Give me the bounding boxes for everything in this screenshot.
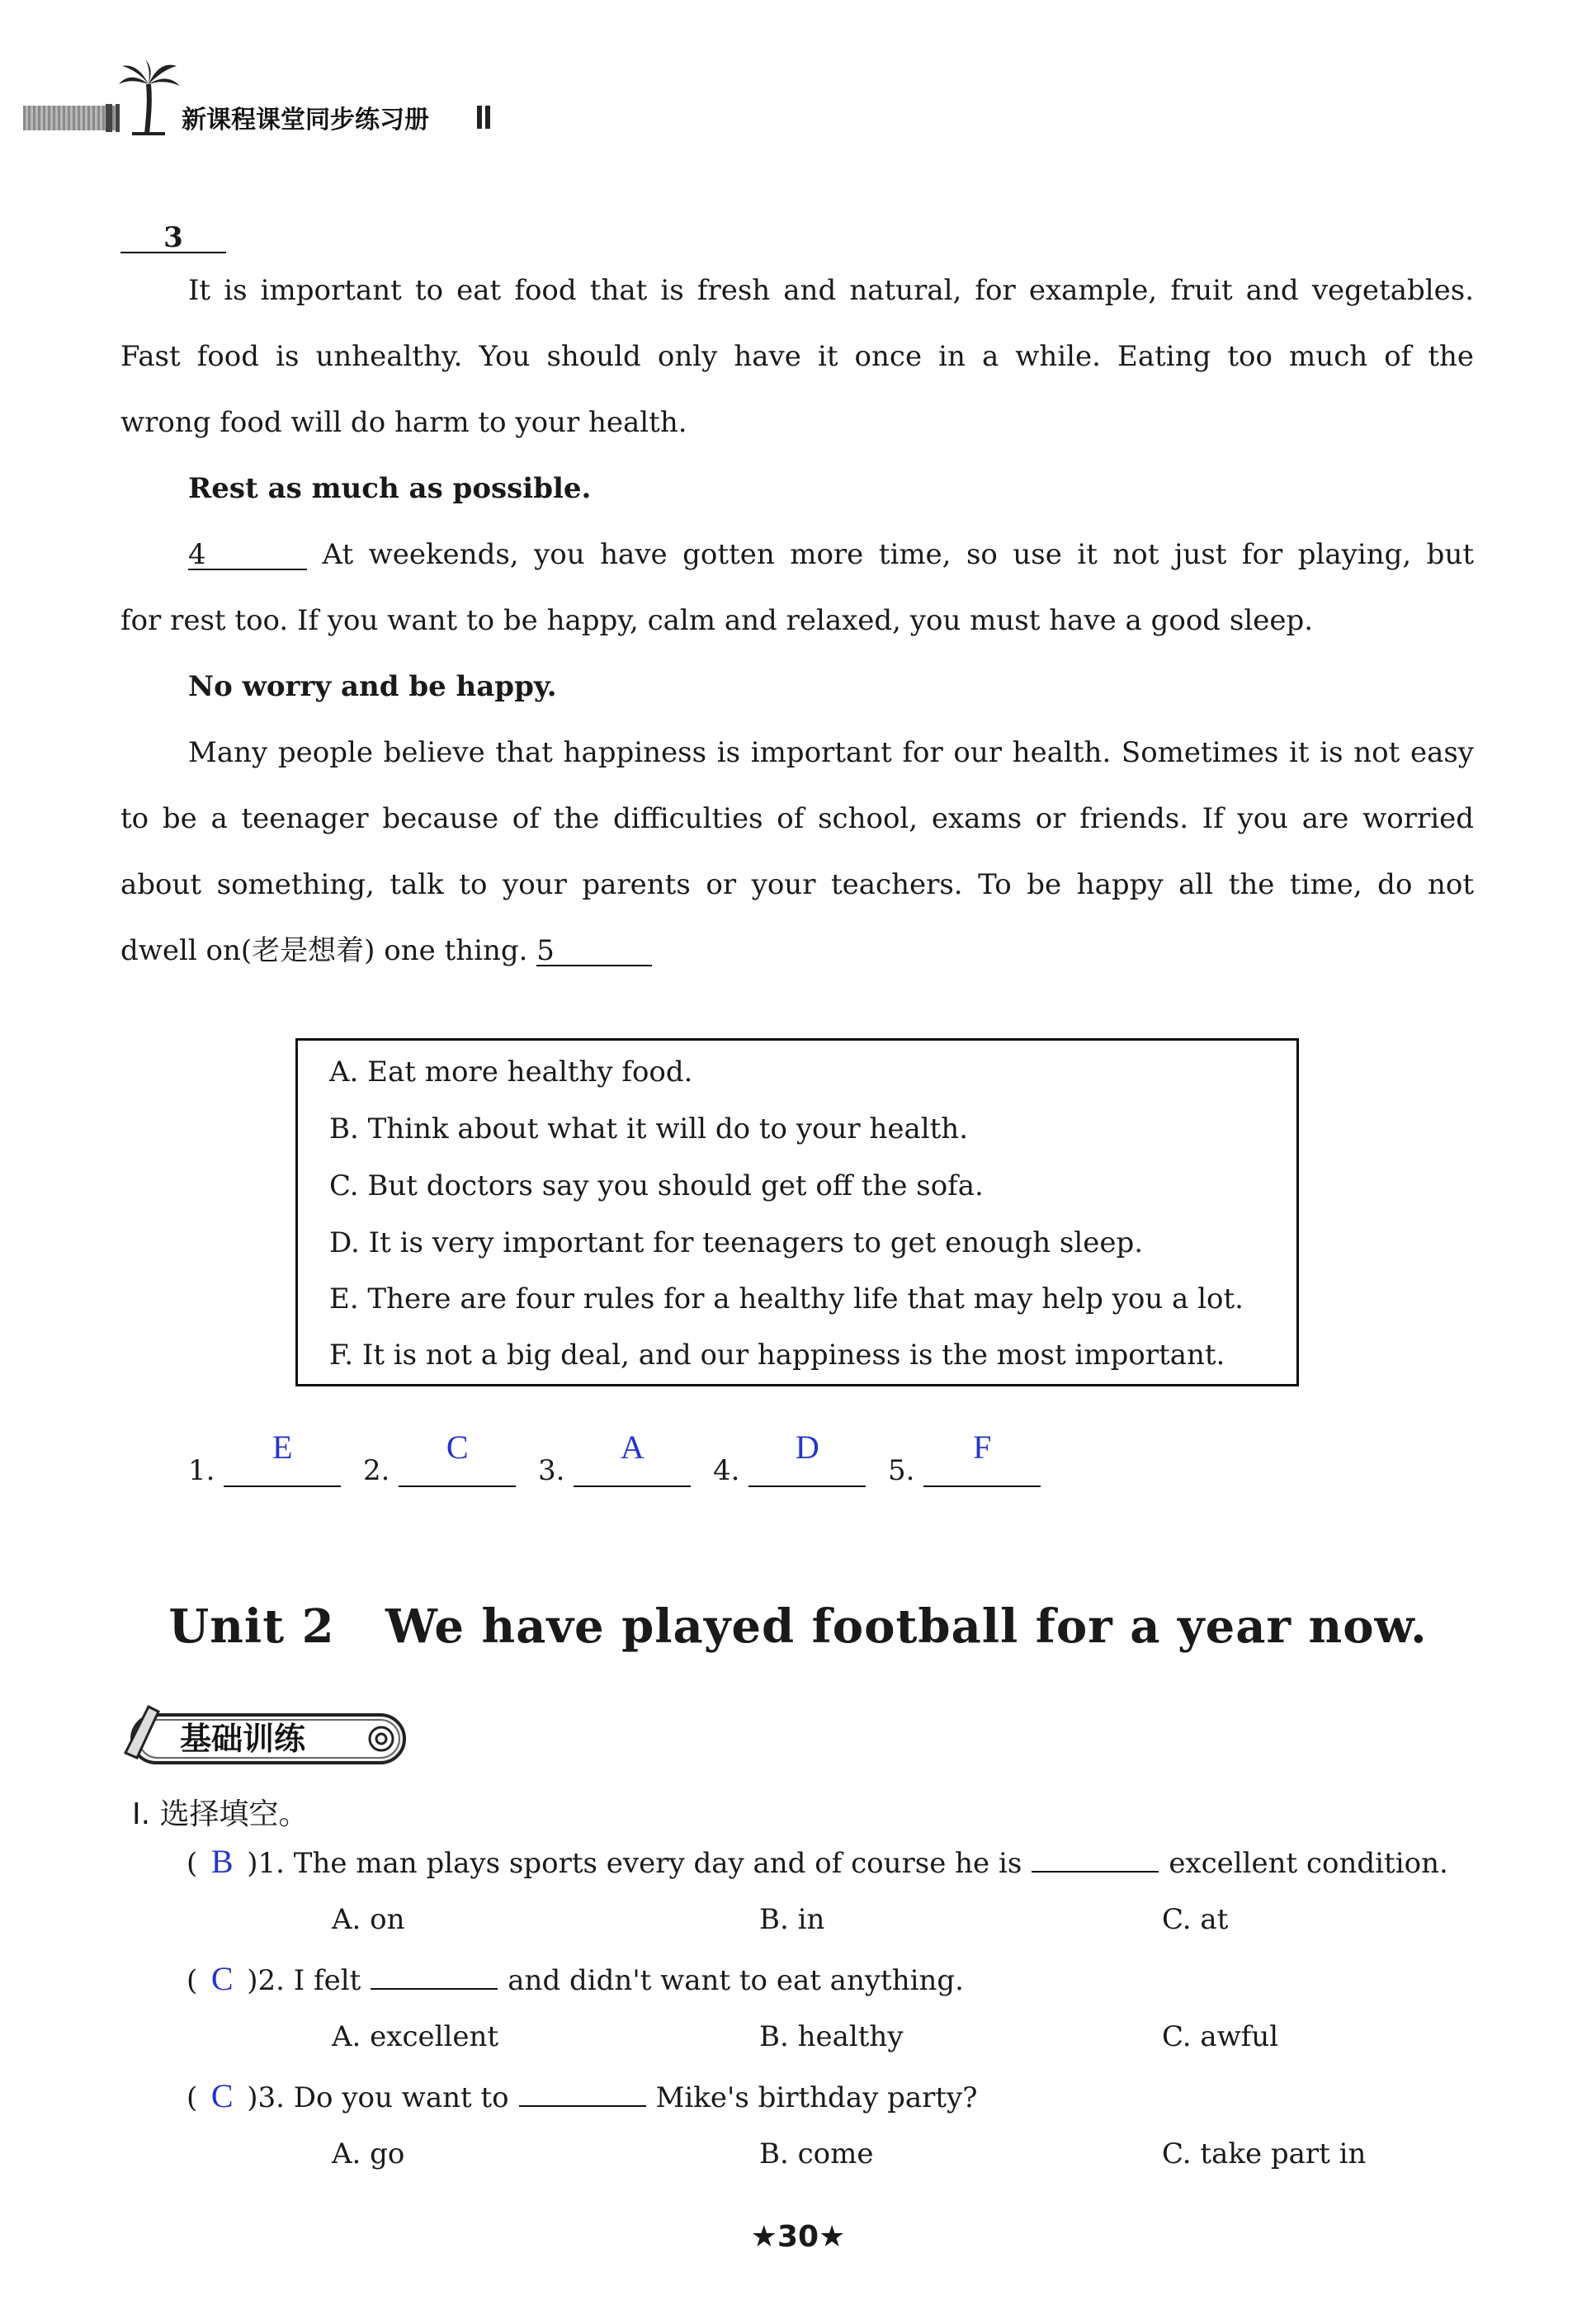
answer-value: F bbox=[973, 1429, 992, 1466]
answer-item bbox=[363, 1429, 516, 1487]
answer-number: 3. bbox=[538, 1454, 565, 1487]
answer-value: D bbox=[795, 1429, 819, 1466]
answer-number: 5. bbox=[888, 1454, 915, 1487]
question-paren: ( bbox=[187, 1964, 198, 1997]
passage-paragraph-3 bbox=[120, 720, 1474, 984]
choice-c: C. at bbox=[1162, 1903, 1229, 1936]
choice-a: A. go bbox=[332, 2137, 405, 2170]
selected-answer: C bbox=[210, 1960, 234, 1997]
heading-worry: No worry and be happy. bbox=[188, 670, 557, 703]
answer-blank bbox=[399, 1429, 516, 1487]
options-box bbox=[295, 1038, 1299, 1386]
question-text: and didn't want to eat anything. bbox=[508, 1964, 964, 1997]
passage-line: Many people believe that happiness is important for our health. Sometimes it is not easy bbox=[188, 736, 1474, 769]
question-text: The man plays sports every day and of course he is bbox=[293, 1847, 1022, 1880]
passage-text: dwell on(老是想着) one thing. bbox=[120, 934, 528, 967]
passage-line bbox=[120, 918, 1474, 984]
header-separator bbox=[477, 106, 482, 129]
answer-item bbox=[888, 1429, 1041, 1487]
question-blank bbox=[1032, 1849, 1159, 1873]
question-number: )3. bbox=[247, 2081, 285, 2114]
answer-item bbox=[188, 1429, 341, 1487]
answer-value: E bbox=[272, 1429, 293, 1466]
question-text: I felt bbox=[293, 1964, 361, 1997]
question-2 bbox=[187, 1959, 964, 1998]
question-blank bbox=[519, 2084, 646, 2107]
section-badge bbox=[116, 1703, 416, 1769]
unit-title: Unit 2 We have played football for a year now. bbox=[168, 1599, 1428, 1654]
passage-line: Fast food is unhealthy. You should only have it once in a while. Eating too much of the bbox=[120, 340, 1474, 373]
choice-b: B. in bbox=[759, 1903, 825, 1936]
selected-answer: C bbox=[210, 2077, 234, 2114]
header-title: 新课程课堂同步练习册 bbox=[182, 106, 429, 135]
option-a: A. Eat more healthy food. bbox=[329, 1056, 693, 1089]
passage-line: for rest too. If you want to be happy, calm and relaxed, you must have a good sleep. bbox=[120, 604, 1314, 637]
choice-c: C. awful bbox=[1162, 2020, 1279, 2053]
question-number: )2. bbox=[247, 1964, 285, 1997]
choice-a: A. on bbox=[332, 1903, 405, 1936]
answer-blank bbox=[923, 1429, 1041, 1487]
answer-value: A bbox=[620, 1429, 645, 1466]
answer-number: 1. bbox=[188, 1454, 215, 1487]
option-f: F. It is not a big deal, and our happiness is the most important. bbox=[329, 1339, 1225, 1372]
answer-blank bbox=[224, 1429, 341, 1487]
blank-5: 5 bbox=[536, 937, 652, 966]
passage-paragraph-2 bbox=[120, 522, 1474, 654]
selected-answer: B bbox=[210, 1843, 234, 1880]
question-text: excellent condition. bbox=[1169, 1847, 1448, 1880]
answer-item bbox=[713, 1429, 866, 1487]
question-1 bbox=[187, 1842, 1448, 1881]
answer-item bbox=[538, 1429, 691, 1487]
answer-number: 4. bbox=[713, 1454, 740, 1487]
question-paren: ( bbox=[187, 1847, 198, 1880]
section-heading: Ⅰ. 选择填空。 bbox=[132, 1797, 309, 1831]
passage-line bbox=[120, 522, 1474, 588]
question-number: )1. bbox=[247, 1847, 285, 1880]
option-d: D. It is very important for teenagers to get enough sleep. bbox=[329, 1226, 1144, 1259]
question-text: Do you want to bbox=[293, 2081, 509, 2114]
question-blank bbox=[371, 1967, 498, 1990]
passage-text: At weekends, you have gotten more time, so use it not just for playing, but bbox=[322, 538, 1475, 571]
passage-line: to be a teenager because of the difficulties of school, exams or friends. If you are worried bbox=[120, 802, 1474, 835]
option-e: E. There are four rules for a healthy life that may help you a lot. bbox=[329, 1282, 1244, 1315]
choice-c: C. take part in bbox=[1162, 2137, 1367, 2170]
header-decoration-bar bbox=[23, 106, 116, 130]
answer-number: 2. bbox=[363, 1454, 390, 1487]
badge-label: 基础训练 bbox=[180, 1721, 306, 1757]
passage-line: It is important to eat food that is fresh and natural, for example, fruit and vegetables. bbox=[188, 274, 1474, 307]
blank-3: 3 bbox=[120, 224, 226, 253]
passage-paragraph-1 bbox=[120, 257, 1474, 456]
answer-blank bbox=[748, 1429, 866, 1487]
answer-blank bbox=[574, 1429, 691, 1487]
page-number: ★30★ bbox=[750, 2220, 846, 2254]
answer-value: C bbox=[446, 1429, 469, 1466]
passage-line: about something, talk to your parents or your teachers. To be happy all the time, do not bbox=[120, 868, 1474, 901]
heading-rest: Rest as much as possible. bbox=[188, 472, 592, 505]
passage-line: wrong food will do harm to your health. bbox=[120, 406, 687, 439]
choice-a: A. excellent bbox=[332, 2020, 499, 2053]
question-paren: ( bbox=[187, 2081, 198, 2114]
question-3 bbox=[187, 2076, 978, 2115]
option-c: C. But doctors say you should get off the sofa. bbox=[329, 1169, 984, 1202]
blank-4: 4 bbox=[188, 541, 307, 570]
header-decoration-stripe bbox=[106, 104, 112, 132]
header-separator bbox=[485, 106, 490, 129]
question-text: Mike's birthday party? bbox=[655, 2081, 978, 2114]
choice-b: B. come bbox=[759, 2137, 874, 2170]
choice-b: B. healthy bbox=[759, 2020, 904, 2053]
palm-tree-icon bbox=[116, 59, 182, 135]
option-b: B. Think about what it will do to your health. bbox=[329, 1112, 968, 1145]
